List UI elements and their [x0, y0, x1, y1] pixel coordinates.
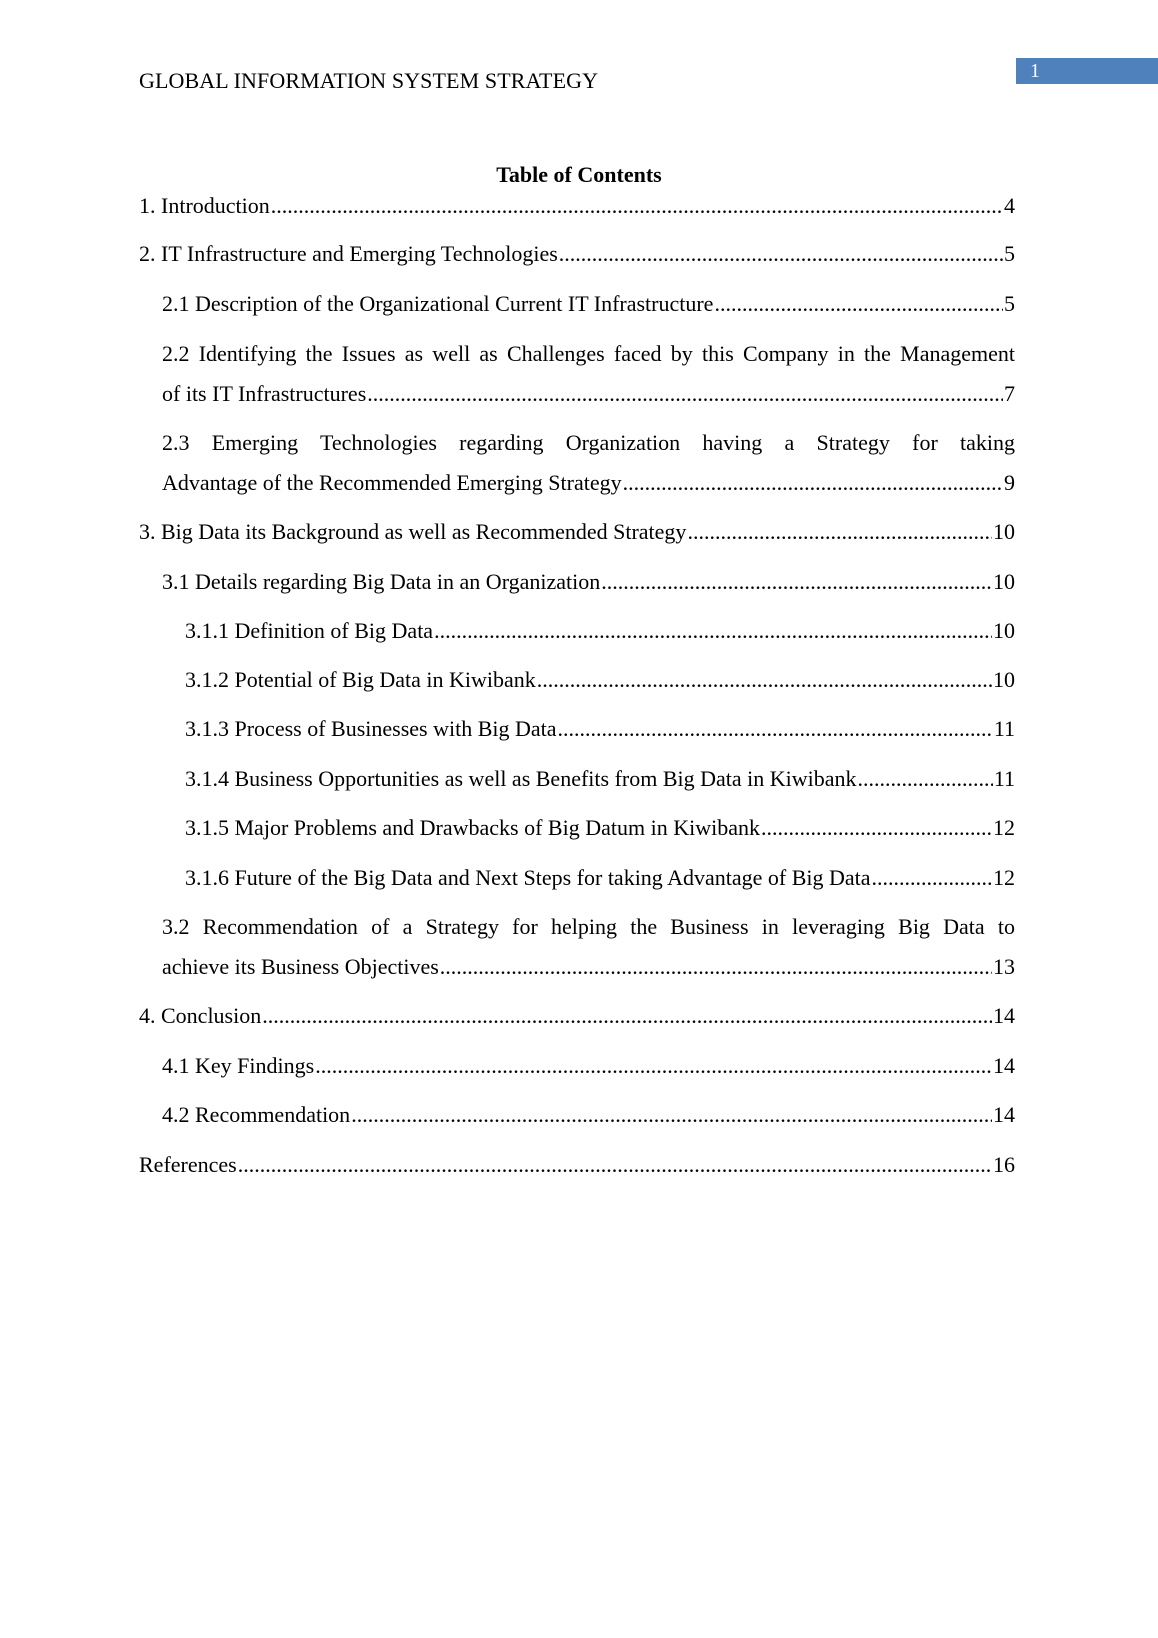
toc-entry-label: 3.1.5 Major Problems and Drawbacks of Big Datum in Kiwibank — [185, 815, 760, 840]
toc-entry-page: 12 — [993, 865, 1015, 890]
toc-entry-page: 7 — [1004, 381, 1015, 406]
dot-leader — [714, 284, 1003, 324]
toc-entry-page: 14 — [993, 1003, 1015, 1028]
toc-entry-label: 4. Conclusion — [139, 1003, 262, 1028]
toc-entry-page: 11 — [993, 766, 1015, 791]
toc-entry-label: 2. IT Infrastructure and Emerging Technologies — [139, 241, 558, 266]
toc-entry-first-line: 3.2 Recommendation of a Strategy for helping the Business in leveraging Big Data to — [162, 914, 1015, 939]
running-header-title: GLOBAL INFORMATION SYSTEM STRATEGY — [139, 68, 599, 93]
toc-entry-3-1-6[interactable] — [185, 858, 1015, 898]
toc-entry-page: 5 — [1004, 291, 1015, 316]
toc-entry-label: Advantage of the Recommended Emerging Strategy — [162, 470, 622, 495]
toc-entry-label: achieve its Business Objectives — [162, 954, 439, 979]
toc-entry-conclusion[interactable] — [139, 996, 1015, 1036]
toc-entry-references[interactable] — [139, 1145, 1015, 1185]
dot-leader — [558, 709, 993, 749]
toc-entry-label: 3.1.2 Potential of Big Data in Kiwibank — [185, 667, 536, 692]
toc-entry-3-1[interactable] — [162, 562, 1015, 602]
toc-entry-label: of its IT Infrastructures — [162, 381, 367, 406]
dot-leader — [872, 858, 992, 898]
toc-entry-label: 3.1.4 Business Opportunities as well as Benefits from Big Data in Kiwibank — [185, 766, 857, 791]
toc-entry-page: 13 — [993, 954, 1015, 979]
dot-leader — [559, 234, 1003, 274]
toc-entry-4-1[interactable] — [162, 1046, 1015, 1086]
dot-leader — [601, 562, 992, 602]
toc-entry-label: 3.1.6 Future of the Big Data and Next Steps for taking Advantage of Big Data — [185, 865, 871, 890]
toc-entry-3-1-1[interactable] — [185, 611, 1015, 651]
toc-title: Table of Contents — [496, 162, 662, 187]
toc-entry-page: 14 — [993, 1053, 1015, 1078]
toc-entry-label: References — [139, 1152, 237, 1177]
toc-entry-page: 10 — [993, 519, 1015, 544]
toc-entry-page: 10 — [993, 569, 1015, 594]
dot-leader — [315, 1046, 992, 1086]
toc-entry-it-infrastructure[interactable] — [139, 234, 1015, 274]
toc-entry-page: 14 — [993, 1102, 1015, 1127]
toc-entry-label: 3.1.1 Definition of Big Data — [185, 618, 434, 643]
toc-entry-label: 1. Introduction — [139, 193, 270, 218]
toc-entry-big-data[interactable] — [139, 512, 1015, 552]
toc-entry-2-3[interactable] — [162, 423, 1015, 503]
toc-entry-first-line: 2.2 Identifying the Issues as well as Challenges faced by this Company in the Management — [162, 341, 1015, 366]
toc-entry-label: 3.1.3 Process of Businesses with Big Data — [185, 716, 557, 741]
toc-entry-label: 3. Big Data its Background as well as Recommended Strategy — [139, 519, 687, 544]
toc-entry-page: 5 — [1004, 241, 1015, 266]
dot-leader — [858, 759, 993, 799]
toc-entry-page: 11 — [993, 716, 1015, 741]
dot-leader — [440, 947, 992, 987]
dot-leader — [238, 1145, 992, 1185]
toc-entry-3-1-2[interactable] — [185, 660, 1015, 700]
toc-entry-label: 4.2 Recommendation — [162, 1102, 351, 1127]
dot-leader — [271, 186, 1003, 226]
toc-entry-2-2[interactable] — [162, 334, 1015, 414]
toc-entry-page: 4 — [1004, 193, 1015, 218]
toc-entry-3-1-3[interactable] — [185, 709, 1015, 749]
toc-entry-3-1-5[interactable] — [185, 808, 1015, 848]
dot-leader — [434, 611, 992, 651]
toc-entry-page: 16 — [993, 1152, 1015, 1177]
toc-entry-page: 12 — [993, 815, 1015, 840]
toc-entry-label: 2.1 Description of the Organizational Current IT Infrastructure — [162, 291, 714, 316]
dot-leader — [351, 1095, 992, 1135]
page-number: 1 — [1030, 60, 1040, 82]
dot-leader — [687, 512, 992, 552]
dot-leader — [537, 660, 992, 700]
dot-leader — [262, 996, 992, 1036]
toc-entry-4-2[interactable] — [162, 1095, 1015, 1135]
toc-entry-2-1[interactable] — [162, 284, 1015, 324]
toc-entry-first-line: 2.3 Emerging Technologies regarding Organization having a Strategy for taking — [162, 430, 1015, 455]
toc-entry-introduction[interactable] — [139, 186, 1015, 226]
toc-entry-page: 9 — [1004, 470, 1015, 495]
toc-entry-label: 4.1 Key Findings — [162, 1053, 315, 1078]
dot-leader — [367, 374, 1003, 414]
toc-entry-3-1-4[interactable] — [185, 759, 1015, 799]
dot-leader — [623, 463, 1003, 503]
toc-entry-label: 3.1 Details regarding Big Data in an Organization — [162, 569, 601, 594]
toc-entry-page: 10 — [993, 618, 1015, 643]
dot-leader — [761, 808, 992, 848]
toc-entry-page: 10 — [993, 667, 1015, 692]
toc-entry-3-2[interactable] — [162, 907, 1015, 987]
